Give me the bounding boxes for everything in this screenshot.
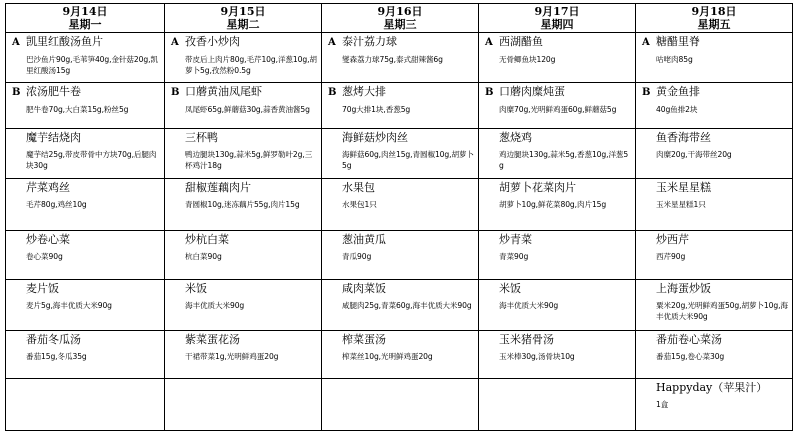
menu-row [6,331,793,379]
menu-cell [165,331,322,379]
dish-name: 三杯鸭 [185,131,218,144]
menu-cell [6,179,165,231]
menu-cell [6,129,165,179]
menu-row [6,129,793,179]
dish-line [642,233,788,247]
dish-ingredients: 巴沙鱼片90g,毛苇笋40g,金针菇20g,凯里红酸汤15g [26,55,158,75]
option-tag: B [328,87,337,98]
dish-name: 上海蛋炒饭 [656,282,711,295]
dish-name: 葱油黄瓜 [342,233,386,246]
dish-ingredients: 鸡边腿块130g,蒜米5g,香葱10g,洋葱5g [499,150,629,170]
option-tag: B [642,87,651,98]
dish-ingredients: 卷心菜90g [26,252,63,261]
dish-ingredients: 水果包1只 [342,200,377,209]
menu-item [165,129,321,178]
dish-name: 糖醋里脊 [656,35,700,48]
menu-item [165,331,321,378]
dish-name: 水果包 [342,181,375,194]
menu-cell [636,179,793,231]
menu-item [636,129,792,178]
menu-cell [165,179,322,231]
dish-line [485,181,631,195]
dish-name: 米饭 [499,282,521,295]
menu-cell [165,129,322,179]
menu-cell [322,379,479,431]
menu-item [322,83,478,128]
dish-line [12,282,160,296]
dish-line [12,381,160,395]
dish-line [485,85,631,100]
dish-ingredients: 青菜90g [499,252,529,261]
day-date: 9月17日 [534,5,580,18]
dish-line [328,282,474,296]
dish-ingredients: 西芹90g [656,252,686,261]
option-tag: A [12,37,20,48]
dish-ingredients: 毛芹80g,鸡丝10g [26,200,87,209]
day-date: 9月15日 [220,5,266,18]
dish-name: 鱼香海带丝 [656,131,711,144]
day-header [322,4,479,33]
dish-ingredients: 玉米星星糕1只 [656,200,706,209]
day-weekday: 星期二 [226,18,260,31]
dish-line [171,333,317,347]
header-row [6,4,793,33]
day-date: 9月18日 [691,5,737,18]
menu-item [6,179,164,230]
dish-line [485,333,631,347]
dish-line [12,181,160,195]
menu-item [636,331,792,378]
dish-line [328,233,474,247]
dish-name: 孜香小炒肉 [185,35,240,48]
dish-name: 榨菜蛋汤 [342,333,386,346]
dish-ingredients: 无骨鲫鱼块120g [499,55,556,64]
menu-cell [636,231,793,280]
menu-row [6,179,793,231]
option-tag: A [642,37,650,48]
menu-item [322,231,478,279]
menu-cell [165,280,322,331]
menu-item [479,179,635,230]
dish-line [485,131,631,145]
dish-line [12,85,160,100]
dish-line [171,181,317,195]
menu-item [322,129,478,178]
day-header [6,4,165,33]
dish-name: 炒卷心菜 [26,233,70,246]
dish-line [485,35,631,50]
dish-name: 海鲜菇炒肉丝 [342,131,408,144]
dish-line [642,35,788,50]
menu-cell [6,331,165,379]
option-tag: A [328,37,336,48]
menu-item [165,179,321,230]
dish-ingredients: 青圆椒10g,迷冻藕片55g,肉片15g [185,200,300,209]
menu-cell [322,129,479,179]
dish-ingredients: 凤尾虾65g,鲜蘑菇30g,蒜香黄油酱5g [185,105,310,114]
dish-ingredients: 海丰优质大米90g [185,301,245,310]
day-weekday: 星期一 [68,18,102,31]
menu-cell [479,379,636,431]
dish-line [171,381,317,395]
day-date: 9月14日 [62,5,108,18]
menu-cell [165,83,322,129]
dish-name: 黄金鱼排 [656,85,700,98]
menu-item [479,231,635,279]
dish-ingredients: 1盒 [656,400,669,409]
dish-ingredients: 肥牛卷70g,大白菜15g,粉丝5g [26,105,129,114]
dish-name: 玉米猪骨汤 [499,333,554,346]
dish-line [328,381,474,395]
option-tag: B [171,87,180,98]
option-tag: A [171,37,179,48]
menu-item [165,33,321,82]
menu-row [6,83,793,129]
day-header [636,4,793,33]
day-weekday: 星期三 [383,18,417,31]
menu-cell [479,129,636,179]
menu-item [6,129,164,178]
dish-ingredients: 咸腿肉25g,青菜60g,海丰优质大米90g [342,301,472,310]
dish-name: 葱烧鸡 [499,131,532,144]
dish-line [171,282,317,296]
dish-line [642,181,788,195]
weekly-menu-table [5,3,793,431]
menu-item [636,231,792,279]
dish-name: 咸肉菜饭 [342,282,386,295]
dish-name: 芹菜鸡丝 [26,181,70,194]
dish-ingredients: 燮森荔力球75g,泰式甜辣酱6g [342,55,443,64]
menu-cell [636,83,793,129]
menu-cell [165,379,322,431]
menu-item [6,280,164,330]
dish-name: Happyday（苹果汁） [656,381,768,394]
dish-ingredients: 番茄15g,卷心菜30g [656,352,725,361]
dish-ingredients: 肉糜70g,光明鲜鸡蛋60g,鲜蘑菇5g [499,105,617,114]
dish-ingredients: 榨菜丝10g,光明鲜鸡蛋20g [342,352,433,361]
dish-ingredients: 番茄15g,冬瓜35g [26,352,87,361]
dish-ingredients: 海丰优质大米90g [499,301,559,310]
day-weekday: 星期四 [540,18,574,31]
menu-item [636,280,792,330]
dish-line [171,131,317,145]
menu-cell [479,280,636,331]
dish-name: 凯里红酸汤鱼片 [26,35,103,48]
dish-name: 泰汁荔力球 [342,35,397,48]
option-tag: B [12,87,21,98]
dish-line [171,233,317,247]
dish-ingredients: 粟米20g,光明鲜鸡蛋50g,胡萝卜10g,海丰优质大米90g [656,301,788,321]
menu-cell [6,231,165,280]
menu-item [322,33,478,82]
menu-row [6,379,793,431]
menu-item [165,83,321,128]
dish-line [642,131,788,145]
menu-item [6,33,164,82]
dish-line [642,333,788,347]
menu-item [479,331,635,378]
menu-cell [479,231,636,280]
dish-name: 炒青菜 [499,233,532,246]
dish-line [12,131,160,145]
dish-line [328,85,474,100]
dish-name: 紫菜蛋花汤 [185,333,240,346]
dish-ingredients: 带皮后上肉片80g,毛芹10g,洋葱10g,胡萝卜5g,孜然粉0.5g [185,55,317,75]
menu-item [479,129,635,178]
menu-cell [479,33,636,83]
menu-item [165,379,321,430]
menu-cell [636,379,793,431]
dish-ingredients: 魔芋结25g,带皮带骨中方块70g,后腿肉块30g [26,150,157,170]
menu-item [165,280,321,330]
menu-item [479,83,635,128]
menu-cell [6,33,165,83]
dish-line [485,233,631,247]
dish-ingredients: 青瓜90g [342,252,372,261]
menu-cell [322,331,479,379]
option-tag: A [485,37,493,48]
dish-line [12,333,160,347]
dish-line [12,233,160,247]
dish-name: 米饭 [185,282,207,295]
dish-line [328,131,474,145]
dish-ingredients: 胡萝卜10g,鲜花菜80g,肉片15g [499,200,607,209]
dish-line [328,35,474,50]
menu-cell [322,231,479,280]
day-weekday: 星期五 [697,18,731,31]
menu-item [636,33,792,82]
menu-cell [322,179,479,231]
dish-ingredients: 玉米棒30g,汤骨块10g [499,352,575,361]
menu-item [322,280,478,330]
dish-line [642,282,788,296]
dish-line [328,333,474,347]
dish-name: 炒西芹 [656,233,689,246]
dish-ingredients: 麦片5g,海丰优质大米90g [26,301,112,310]
dish-line [12,35,160,50]
dish-name: 甜椒莲藕肉片 [185,181,251,194]
menu-item [636,179,792,230]
menu-item [322,331,478,378]
option-tag: B [485,87,494,98]
menu-item [6,331,164,378]
menu-cell [479,331,636,379]
dish-ingredients: 肉糜20g,干海带丝20g [656,150,732,159]
dish-name: 口蘑肉糜炖蛋 [499,85,565,98]
day-header [479,4,636,33]
menu-item [479,379,635,430]
dish-name: 胡萝卜花菜肉片 [499,181,576,194]
menu-cell [636,280,793,331]
menu-cell [165,33,322,83]
menu-item [6,231,164,279]
dish-name: 玉米星星糕 [656,181,711,194]
menu-cell [636,33,793,83]
menu-cell [165,231,322,280]
dish-line [171,85,317,100]
menu-item [636,83,792,128]
day-header [165,4,322,33]
menu-cell [6,83,165,129]
dish-line [642,85,788,100]
menu-cell [322,33,479,83]
menu-row [6,280,793,331]
dish-ingredients: 咕咾肉85g [656,55,693,64]
dish-ingredients: 干裙带菜1g,光明鲜鸡蛋20g [185,352,279,361]
menu-item [636,379,792,430]
day-date: 9月16日 [377,5,423,18]
dish-ingredients: 杭白菜90g [185,252,222,261]
dish-name: 麦片饭 [26,282,59,295]
menu-row [6,231,793,280]
menu-item [165,231,321,279]
menu-item [6,379,164,430]
dish-name: 口蘑黄油凤尾虾 [185,85,262,98]
dish-ingredients: 海鲜菇60g,肉丝15g,青圆椒10g,胡萝卜5g [342,150,474,170]
menu-item [322,379,478,430]
menu-cell [322,280,479,331]
menu-cell [479,83,636,129]
dish-name: 浓汤肥牛卷 [26,85,81,98]
dish-name: 魔芋结烧肉 [26,131,81,144]
menu-cell [6,379,165,431]
menu-row [6,33,793,83]
menu-item [6,83,164,128]
menu-cell [479,179,636,231]
dish-name: 炒杭白菜 [185,233,229,246]
dish-ingredients: 40g鱼排2块 [656,105,698,114]
dish-name: 葱烤大排 [342,85,386,98]
menu-cell [636,331,793,379]
dish-ingredients: 70g大排1块,香葱5g [342,105,411,114]
menu-item [479,33,635,82]
menu-cell [6,280,165,331]
menu-item [322,179,478,230]
dish-line [171,35,317,50]
menu-cell [636,129,793,179]
dish-name: 番茄冬瓜汤 [26,333,81,346]
dish-line [328,181,474,195]
dish-name: 番茄卷心菜汤 [656,333,722,346]
dish-line [485,381,631,395]
dish-ingredients: 鸭边腿块130g,蒜米5g,鲜罗勒叶2g,三杯鸡汁18g [185,150,313,170]
menu-item [479,280,635,330]
dish-name: 西湖醋鱼 [499,35,543,48]
dish-line [642,381,788,395]
menu-cell [322,83,479,129]
dish-line [485,282,631,296]
